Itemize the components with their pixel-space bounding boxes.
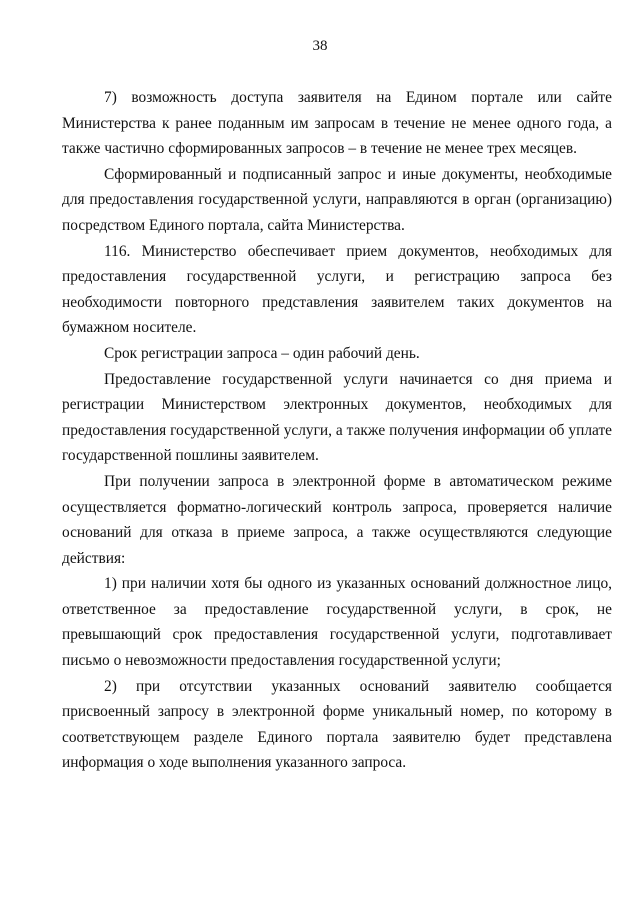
paragraph-electronic-control: При получении запроса в электронной форме в автоматическом режиме осуществляется форматно-логический контроль запроса, проверяется наличие оснований для отказа в приеме запроса, а также осуществляются следующие действия: <box>62 472 612 567</box>
paragraph-item-7: 7) возможность доступа заявителя на Едином портале или сайте Министерства к ранее поданным им запросам в течение не менее одного года, а также частично сформированных запросов – в течение не менее трех месяцев. <box>62 89 612 158</box>
paragraph-116: 116. Министерство обеспечивает прием документов, необходимых для предоставления государственной услуги, и регистрацию запроса без необходимости повторного представления заявителем таких документов на бумажном носителе. <box>62 242 612 337</box>
page-number: 38 <box>312 38 328 54</box>
paragraph-submitted-request: Сформированный и подписанный запрос и иные документы, необходимые для предоставления государственной услуги, направляются в орган (организацию) посредством Единого портала, сайта Министерства. <box>62 165 612 234</box>
paragraph-service-start: Предоставление государственной услуги начинается со дня приема и регистрации Министерством электронных документов, необходимых для предоставления государственной услуги, а также получения информации об уплате государственной пошлины заявителем. <box>62 370 612 465</box>
paragraph-action-1: 1) при наличии хотя бы одного из указанных оснований должностное лицо, ответственное за предоставление государственной услуги, в срок, не превышающий срок предоставления государственной услуги, подготавливает письмо о невозможности предоставления государственной услуги; <box>62 575 612 670</box>
document-body <box>62 85 612 776</box>
paragraph-registration-term: Срок регистрации запроса – один рабочий день. <box>104 344 420 362</box>
paragraph-action-2: 2) при отсутствии указанных оснований заявителю сообщается присвоенный запросу в электронной форме уникальный номер, по которому в соответствующем разделе Единого портала заявителю будет представлена информация о ходе выполнения указанного запроса. <box>62 677 612 772</box>
